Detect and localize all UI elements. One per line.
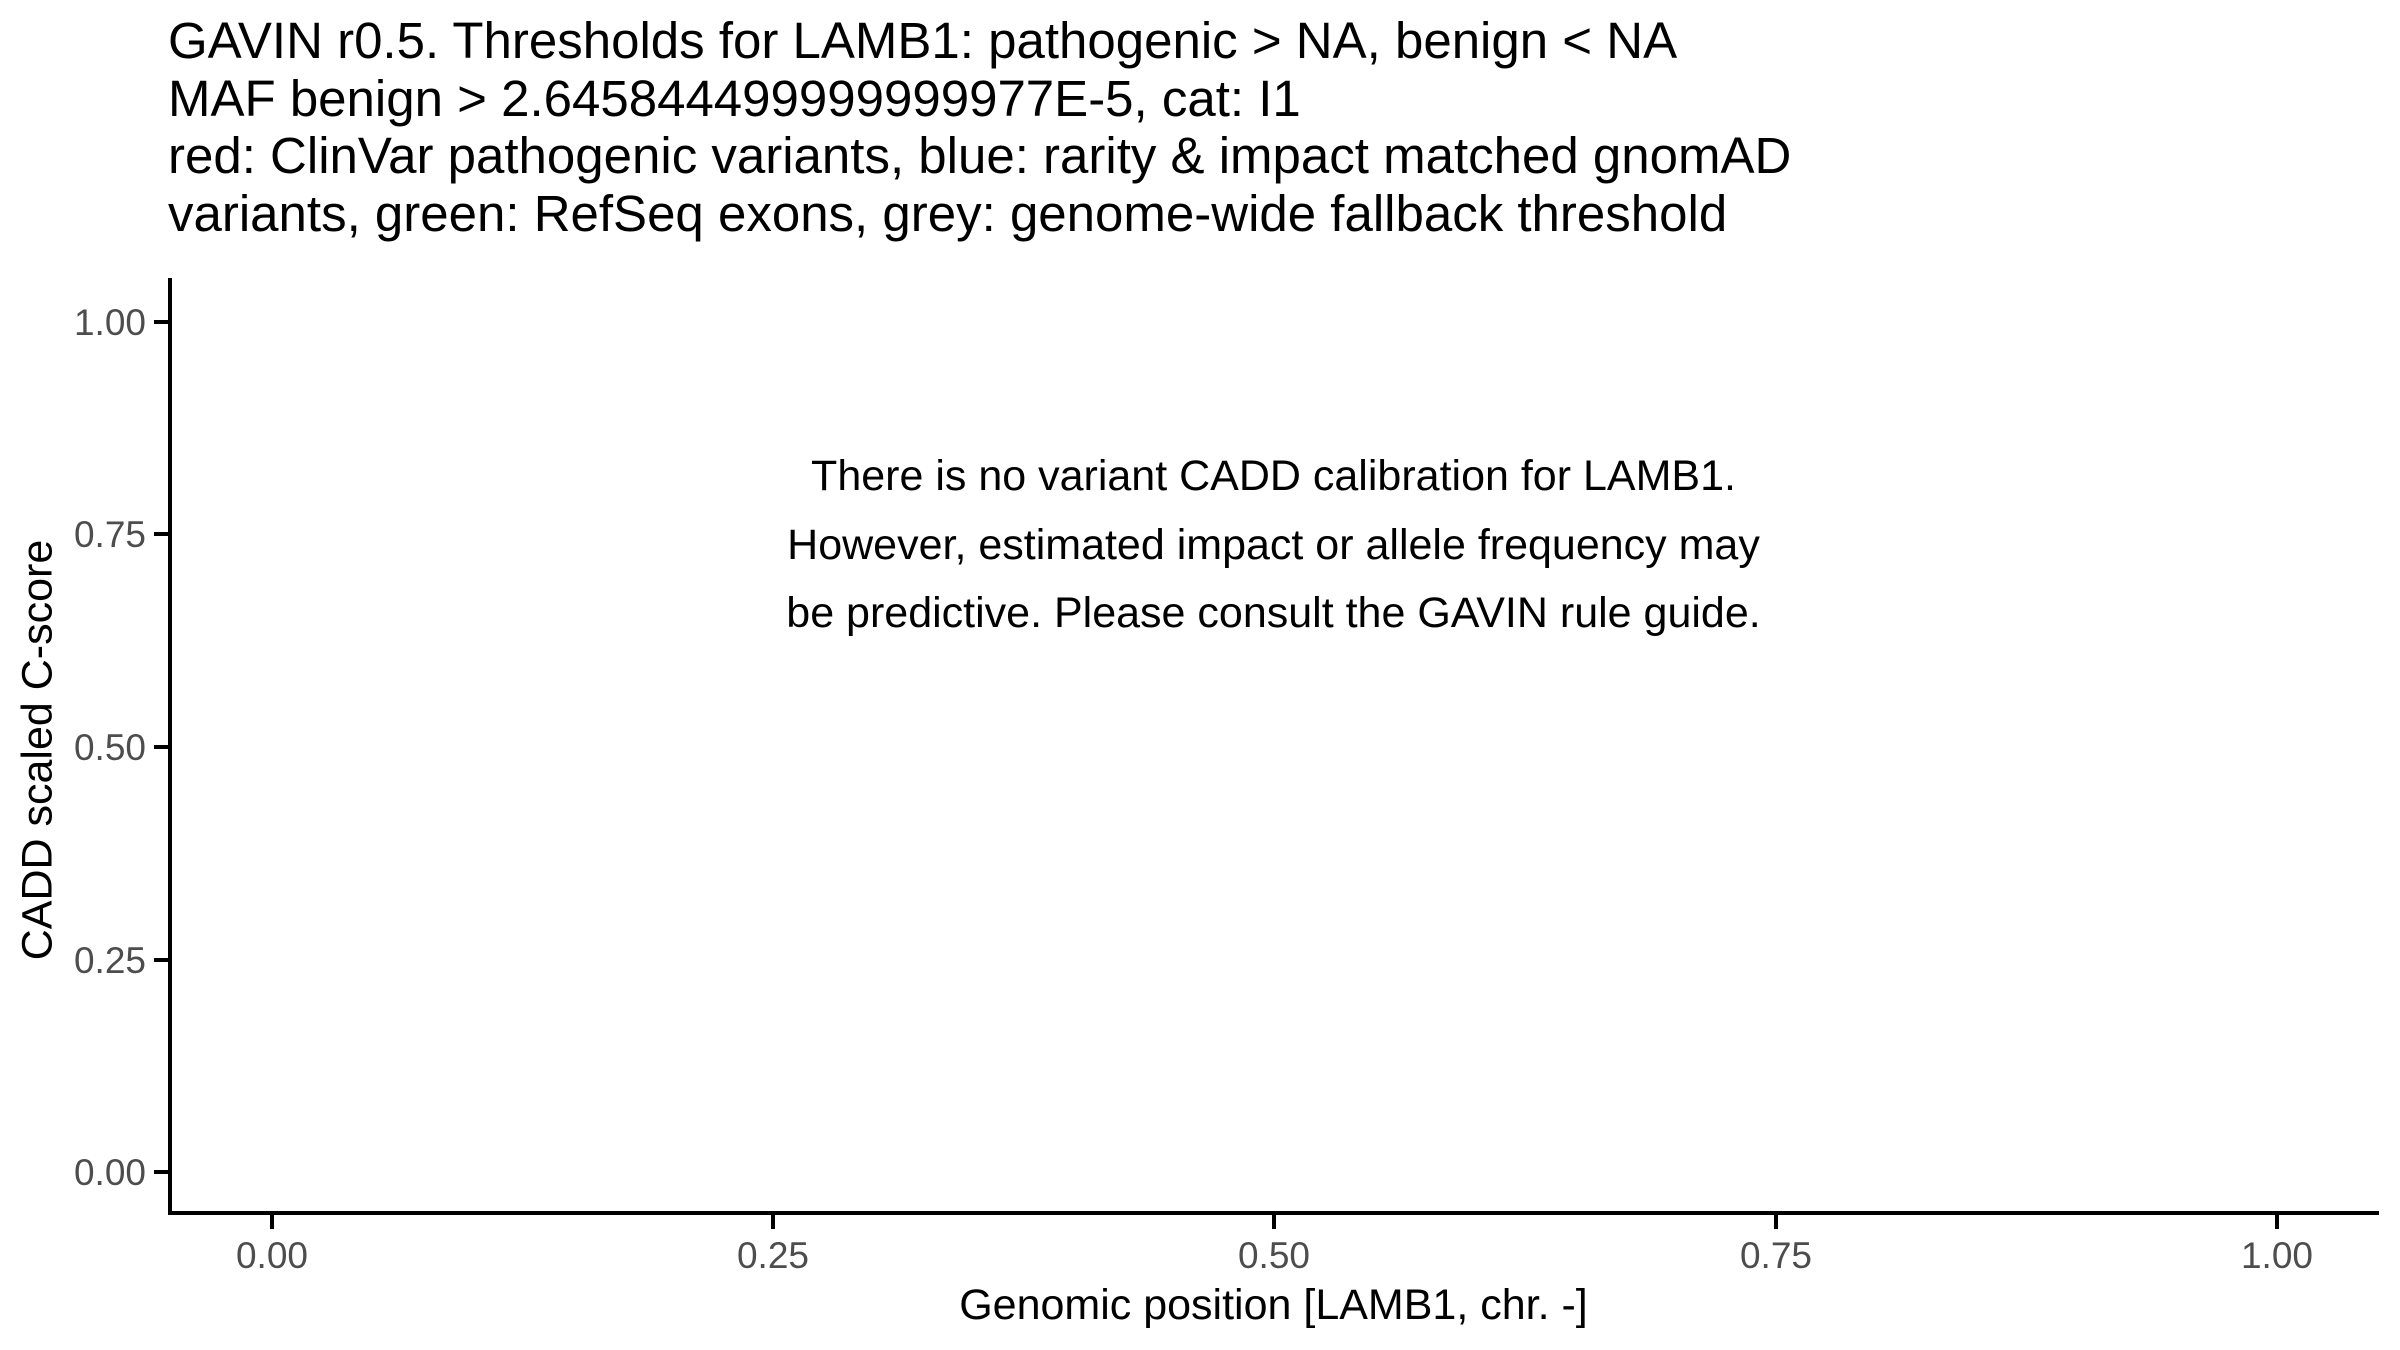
- y-tick-label-0.75: 0.75: [73, 514, 146, 555]
- chart-title-line-2: MAF benign > 2.645844499999999977E-5, cat: I1: [168, 69, 1301, 127]
- chart-title-line-4: variants, green: RefSeq exons, grey: genome-wide fallback threshold: [168, 184, 1728, 242]
- x-tick-label-0.50: 0.50: [1237, 1235, 1310, 1276]
- y-tick-label-1.00: 1.00: [73, 302, 146, 343]
- x-tick-mark-0.50: [1272, 1215, 1276, 1229]
- x-tick-mark-1.00: [2275, 1215, 2279, 1229]
- x-tick-label-0.25: 0.25: [736, 1235, 809, 1276]
- annotation-line-3: be predictive. Please consult the GAVIN rule guide.: [786, 589, 1761, 637]
- no-calibration-annotation: [168, 442, 2379, 648]
- y-tick-mark-0.50: [154, 745, 168, 749]
- x-tick-mark-0.75: [1774, 1215, 1778, 1229]
- y-tick-mark-1.00: [154, 320, 168, 324]
- x-tick-mark-0.00: [270, 1215, 274, 1229]
- chart-title: [168, 12, 1791, 242]
- y-tick-label-0.25: 0.25: [73, 940, 146, 981]
- y-tick-label-0.50: 0.50: [73, 727, 146, 768]
- chart-title-line-3: red: ClinVar pathogenic variants, blue: rarity & impact matched gnomAD: [168, 127, 1792, 184]
- y-axis-line: [168, 278, 172, 1215]
- chart-title-line-1: GAVIN r0.5. Thresholds for LAMB1: pathogenic > NA, benign < NA: [168, 12, 1678, 69]
- y-tick-mark-0.25: [154, 958, 168, 962]
- x-tick-label-0.00: 0.00: [235, 1235, 308, 1276]
- y-tick-label-0.00: 0.00: [73, 1152, 146, 1193]
- annotation-line-1: There is no variant CADD calibration for LAMB1.: [811, 452, 1736, 500]
- x-axis-title: Genomic position [LAMB1, chr. -]: [959, 1281, 1588, 1329]
- annotation-line-2: However, estimated impact or allele frequency may: [787, 520, 1760, 569]
- x-tick-mark-0.25: [771, 1215, 775, 1229]
- y-tick-mark-0.75: [154, 532, 168, 536]
- x-tick-label-1.00: 1.00: [2240, 1235, 2313, 1276]
- x-tick-label-0.75: 0.75: [1739, 1235, 1812, 1276]
- y-tick-mark-0.00: [154, 1170, 168, 1174]
- y-axis-title: CADD scaled C-score: [13, 539, 62, 961]
